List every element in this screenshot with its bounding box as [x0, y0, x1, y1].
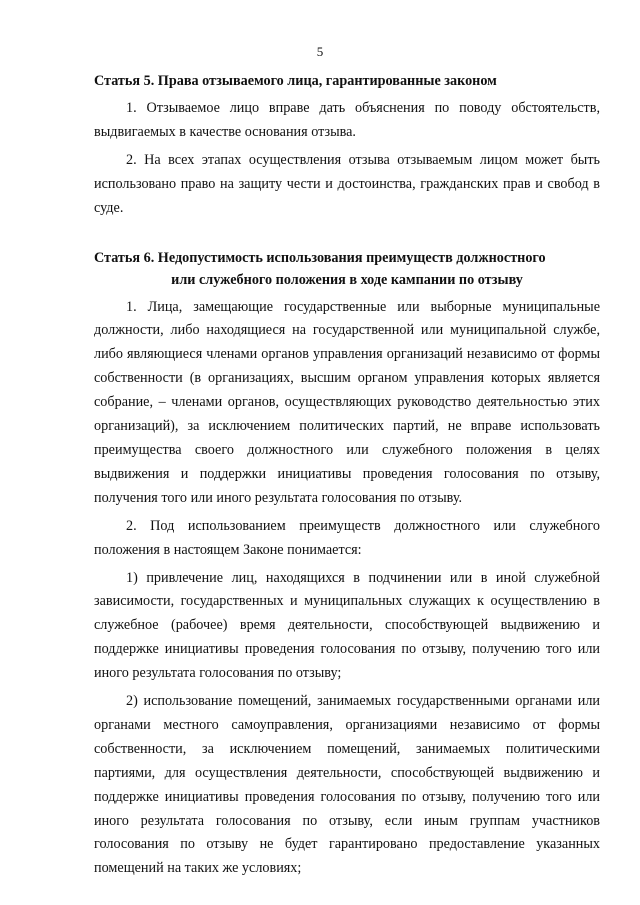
article-5-paragraph-1: 1. Отзываемое лицо вправе дать объяснения по поводу обстоятельств, выдвигаемых в качестве основания отзыва. — [94, 100, 600, 140]
page-number: 5 — [316, 44, 324, 59]
article-6-item-2: 2) использование помещений, занимаемых государственными органами или органами местного самоуправления, организациями независимо от формы собственности, за исключением помещений, занимаемых политическими партиями, для осуществления деятельности, способствующей выдвижению и поддержке инициативы проведения голосования по отзыву, получению того или иного результата голосования по отзыву, если иным группам участников голосования по отзыву не будет гарантировано предоставление указанных помещений на таких же условиях; — [94, 693, 600, 877]
article-6-paragraph-1: 1. Лица, замещающие государственные или выборные муниципальные должности, либо находящиеся на государственной или муниципальной службе, либо являющиеся членами органов управления организаций независимо от формы собственности (в организациях, высшим органом управления которых является собрание, – членами органов, осуществляющих руководство деятельностью этих организаций), за исключением политических партий, не вправе использовать преимущества своего должностного или служебного положения в целях выдвижения и поддержки инициативы проведения голосования по отзыву, получения того или иного результата голосования по отзыву. — [94, 298, 600, 506]
article-6-heading-line-2: или служебного положения в ходе кампании по отзыву — [171, 271, 523, 288]
article-5-heading: Статья 5. Права отзываемого лица, гарантированные законом — [94, 73, 497, 89]
article-6-item-1: 1) привлечение лиц, находящихся в подчинении или в иной служебной зависимости, государственных и муниципальных служащих к осуществлению в служебное (рабочее) время деятельности, способствующей выдвижению и поддержке инициативы проведения голосования по отзыву, получению того или иного результата голосования по отзыву; — [94, 569, 600, 682]
article-6-heading — [94, 247, 600, 291]
article-5-paragraph-2: 2. На всех этапах осуществления отзыва отзываемым лицом может быть использовано право на защиту чести и достоинства, гражданских прав и свобод в суде. — [94, 151, 600, 216]
document-body — [94, 68, 600, 881]
article-6-paragraph-2: 2. Под использованием преимуществ должностного или служебного положения в настоящем Законе понимается: — [94, 517, 600, 558]
article-6-heading-line-1: Статья 6. Недопустимость использования преимуществ должностного — [94, 249, 546, 266]
